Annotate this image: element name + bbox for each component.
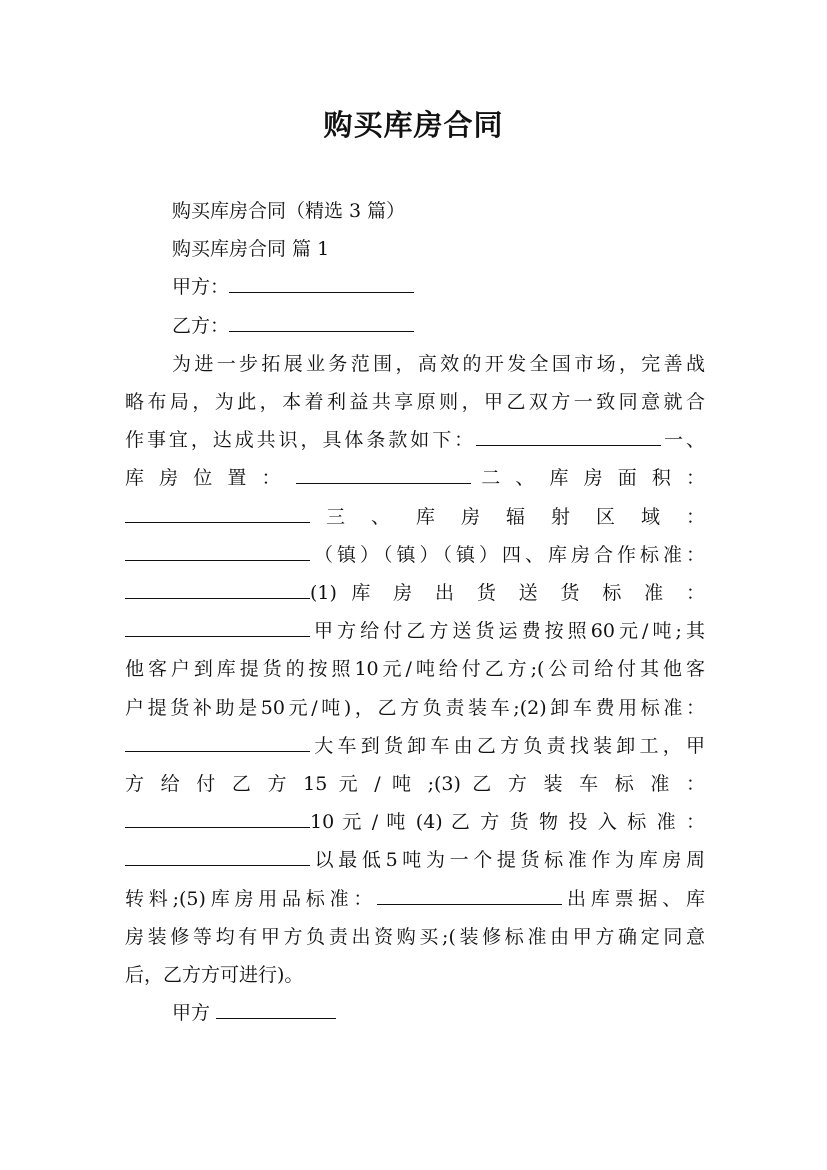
document-body <box>125 192 705 1032</box>
signature-blank <box>216 1017 336 1019</box>
supplies-blank <box>377 903 562 905</box>
paragraph-line: 后，乙方方可进行)。 <box>125 964 304 987</box>
goods-blank <box>125 864 310 866</box>
document-title: 购买库房合同 <box>323 108 504 142</box>
subtitle-line: 购买库房合同（精选 3 篇） <box>172 200 406 222</box>
delivery-blank <box>125 635 310 637</box>
paragraph-line: 方 给 付 乙 方 15 元 / 吨 ;(3) 乙 方 装 车 标 准 ： <box>125 773 705 796</box>
party-a-blank <box>229 291 414 293</box>
loading-blank <box>125 826 310 828</box>
party-b-blank <box>229 330 414 332</box>
paragraph-line: 房装修等均有甲方负责出资购买;(装修标准由甲方确定同意 <box>125 925 705 948</box>
party-b-line: 乙方： <box>125 307 705 345</box>
party-a-line: 甲方： <box>125 268 705 306</box>
paragraph-line: 略布局，为此，本着利益共享原则，甲乙双方一致同意就合 <box>125 391 705 414</box>
signature-line: 甲方 <box>125 994 705 1032</box>
terms-blank <box>476 444 661 446</box>
standard-blank <box>125 597 310 599</box>
unloading-blank <box>125 750 310 752</box>
paragraph-line: 甲方给付乙方送货运费按照60元/吨;其 <box>125 612 705 650</box>
paragraph-line: (1) 库 房 出 货 送 货 标 准 ： <box>125 574 705 612</box>
paragraph-line: 作事宜，达成共识，具体条款如下： 一、 <box>125 429 705 452</box>
paragraph-line: 10 元 / 吨 (4) 乙 方 货 物 投 入 标 准 ： <box>125 803 705 841</box>
paragraph-line: 转料;(5)库房用品标准： 出库票据、库 <box>125 887 705 910</box>
paragraph-line: （镇）（镇）（镇）四、库房合作标准： <box>125 536 705 574</box>
paragraph-line: 他客户到库提货的按照10元/吨给付乙方;(公司给付其他客 <box>125 658 705 681</box>
paragraph-line: 户提货补助是50元/吨)，乙方负责装车;(2)卸车费用标准： <box>125 696 705 719</box>
paragraph-line: 以最低5吨为一个提货标准作为库房周 <box>125 841 705 879</box>
location-blank <box>296 482 471 484</box>
area-blank <box>125 521 310 523</box>
region-blank <box>125 559 310 561</box>
section-heading: 购买库房合同 篇 1 <box>172 238 330 261</box>
paragraph-line: 库 房 位 置 ： 二 、 库 房 面 积 ： <box>125 467 705 490</box>
paragraph-line: 大车到货卸车由乙方负责找装卸工，甲 <box>125 727 705 765</box>
paragraph-line: 三 、 库 房 辐 射 区 域 ： <box>125 498 705 536</box>
paragraph-line: 为进一步拓展业务范围，高效的开发全国市场，完善战 <box>172 352 705 375</box>
